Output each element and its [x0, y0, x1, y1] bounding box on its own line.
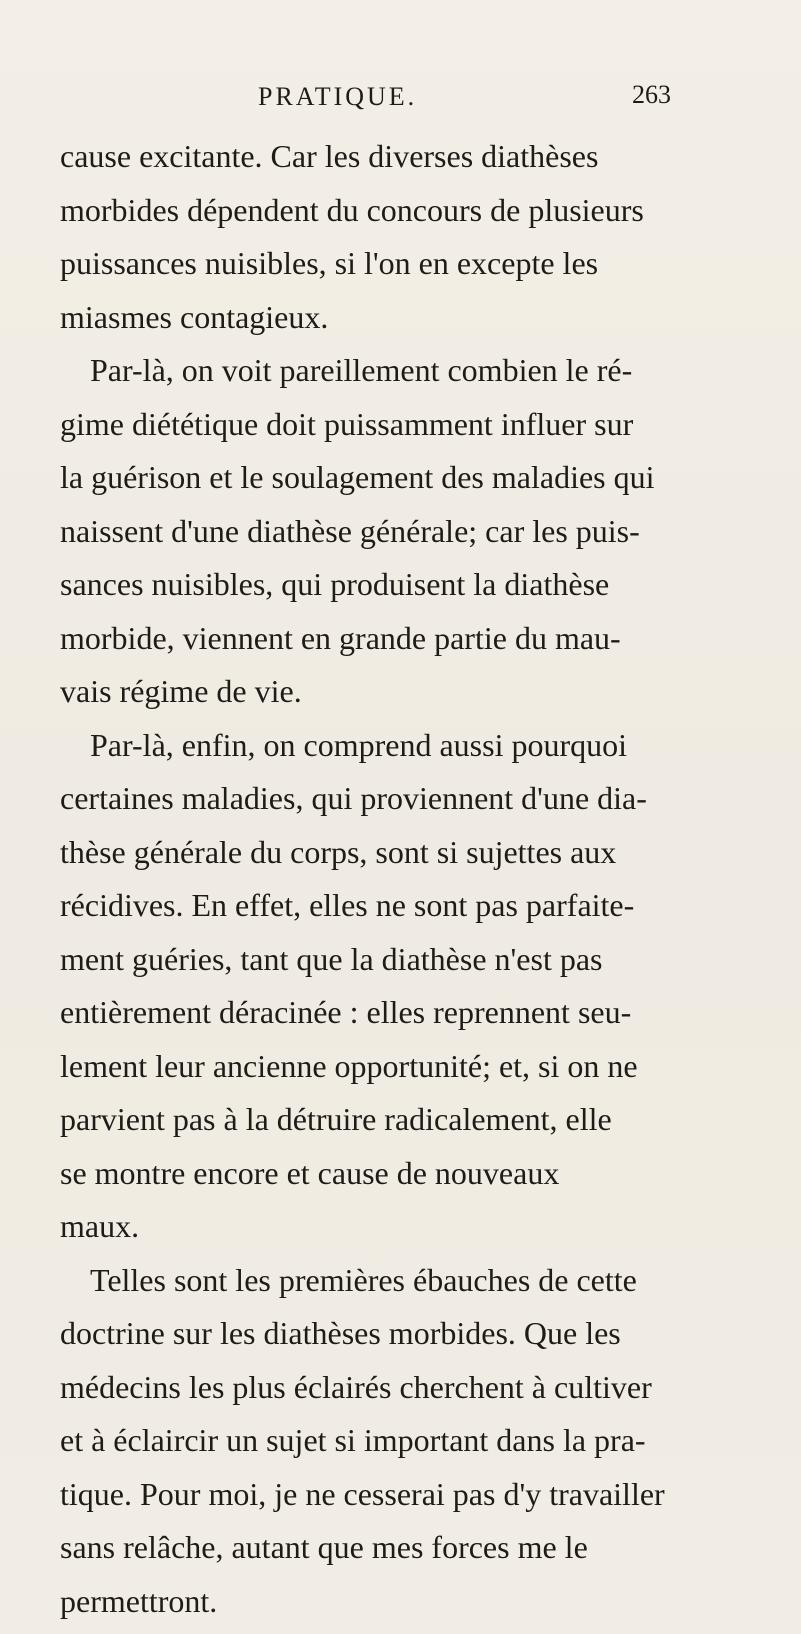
text-line: se montre encore et cause de nouveaux	[60, 1153, 760, 1207]
running-title: PRATIQUE.	[258, 82, 417, 112]
text-line: sances nuisibles, qui produisent la diathèse	[60, 564, 760, 618]
text-line: miasmes contagieux.	[60, 297, 760, 351]
paragraph-start-line: Par-là, enfin, on comprend aussi pourquoi	[60, 725, 760, 779]
text-line: et à éclaircir un sujet si important dans la pra-	[60, 1420, 760, 1474]
text-line: thèse générale du corps, sont si sujettes aux	[60, 832, 760, 886]
text-line: morbide, viennent en grande partie du mau-	[60, 618, 760, 672]
text-line: cause excitante. Car les diverses diathèses	[60, 136, 760, 190]
body-text	[60, 136, 760, 1634]
text-line: médecins les plus éclairés cherchent à cultiver	[60, 1367, 760, 1421]
text-line: entièrement déracinée : elles reprennent seu-	[60, 992, 760, 1046]
paragraph-start-line: Telles sont les premières ébauches de cette	[60, 1260, 760, 1314]
text-line: puissances nuisibles, si l'on en excepte les	[60, 243, 760, 297]
text-line: récidives. En effet, elles ne sont pas parfaite-	[60, 885, 760, 939]
text-line: lement leur ancienne opportunité; et, si on ne	[60, 1046, 760, 1100]
text-line: vais régime de vie.	[60, 671, 760, 725]
text-line: morbides dépendent du concours de plusieurs	[60, 190, 760, 244]
text-line: gime diététique doit puissamment influer sur	[60, 404, 760, 458]
text-line: naissent d'une diathèse générale; car les puis-	[60, 511, 760, 565]
text-line: tique. Pour moi, je ne cesserai pas d'y travailler	[60, 1474, 760, 1528]
text-line: certaines maladies, qui proviennent d'une dia-	[60, 778, 760, 832]
paragraph-start-line: Par-là, on voit pareillement combien le ré-	[60, 350, 760, 404]
text-line: maux.	[60, 1206, 760, 1260]
text-line: la guérison et le soulagement des maladies qui	[60, 457, 760, 511]
text-line: doctrine sur les diathèses morbides. Que les	[60, 1313, 760, 1367]
page-number: 263	[632, 80, 671, 110]
text-line: sans relâche, autant que mes forces me le	[60, 1527, 760, 1581]
text-line: permettront.	[60, 1581, 760, 1634]
text-line: parvient pas à la détruire radicalement, elle	[60, 1099, 760, 1153]
text-line: ment guéries, tant que la diathèse n'est pas	[60, 939, 760, 993]
